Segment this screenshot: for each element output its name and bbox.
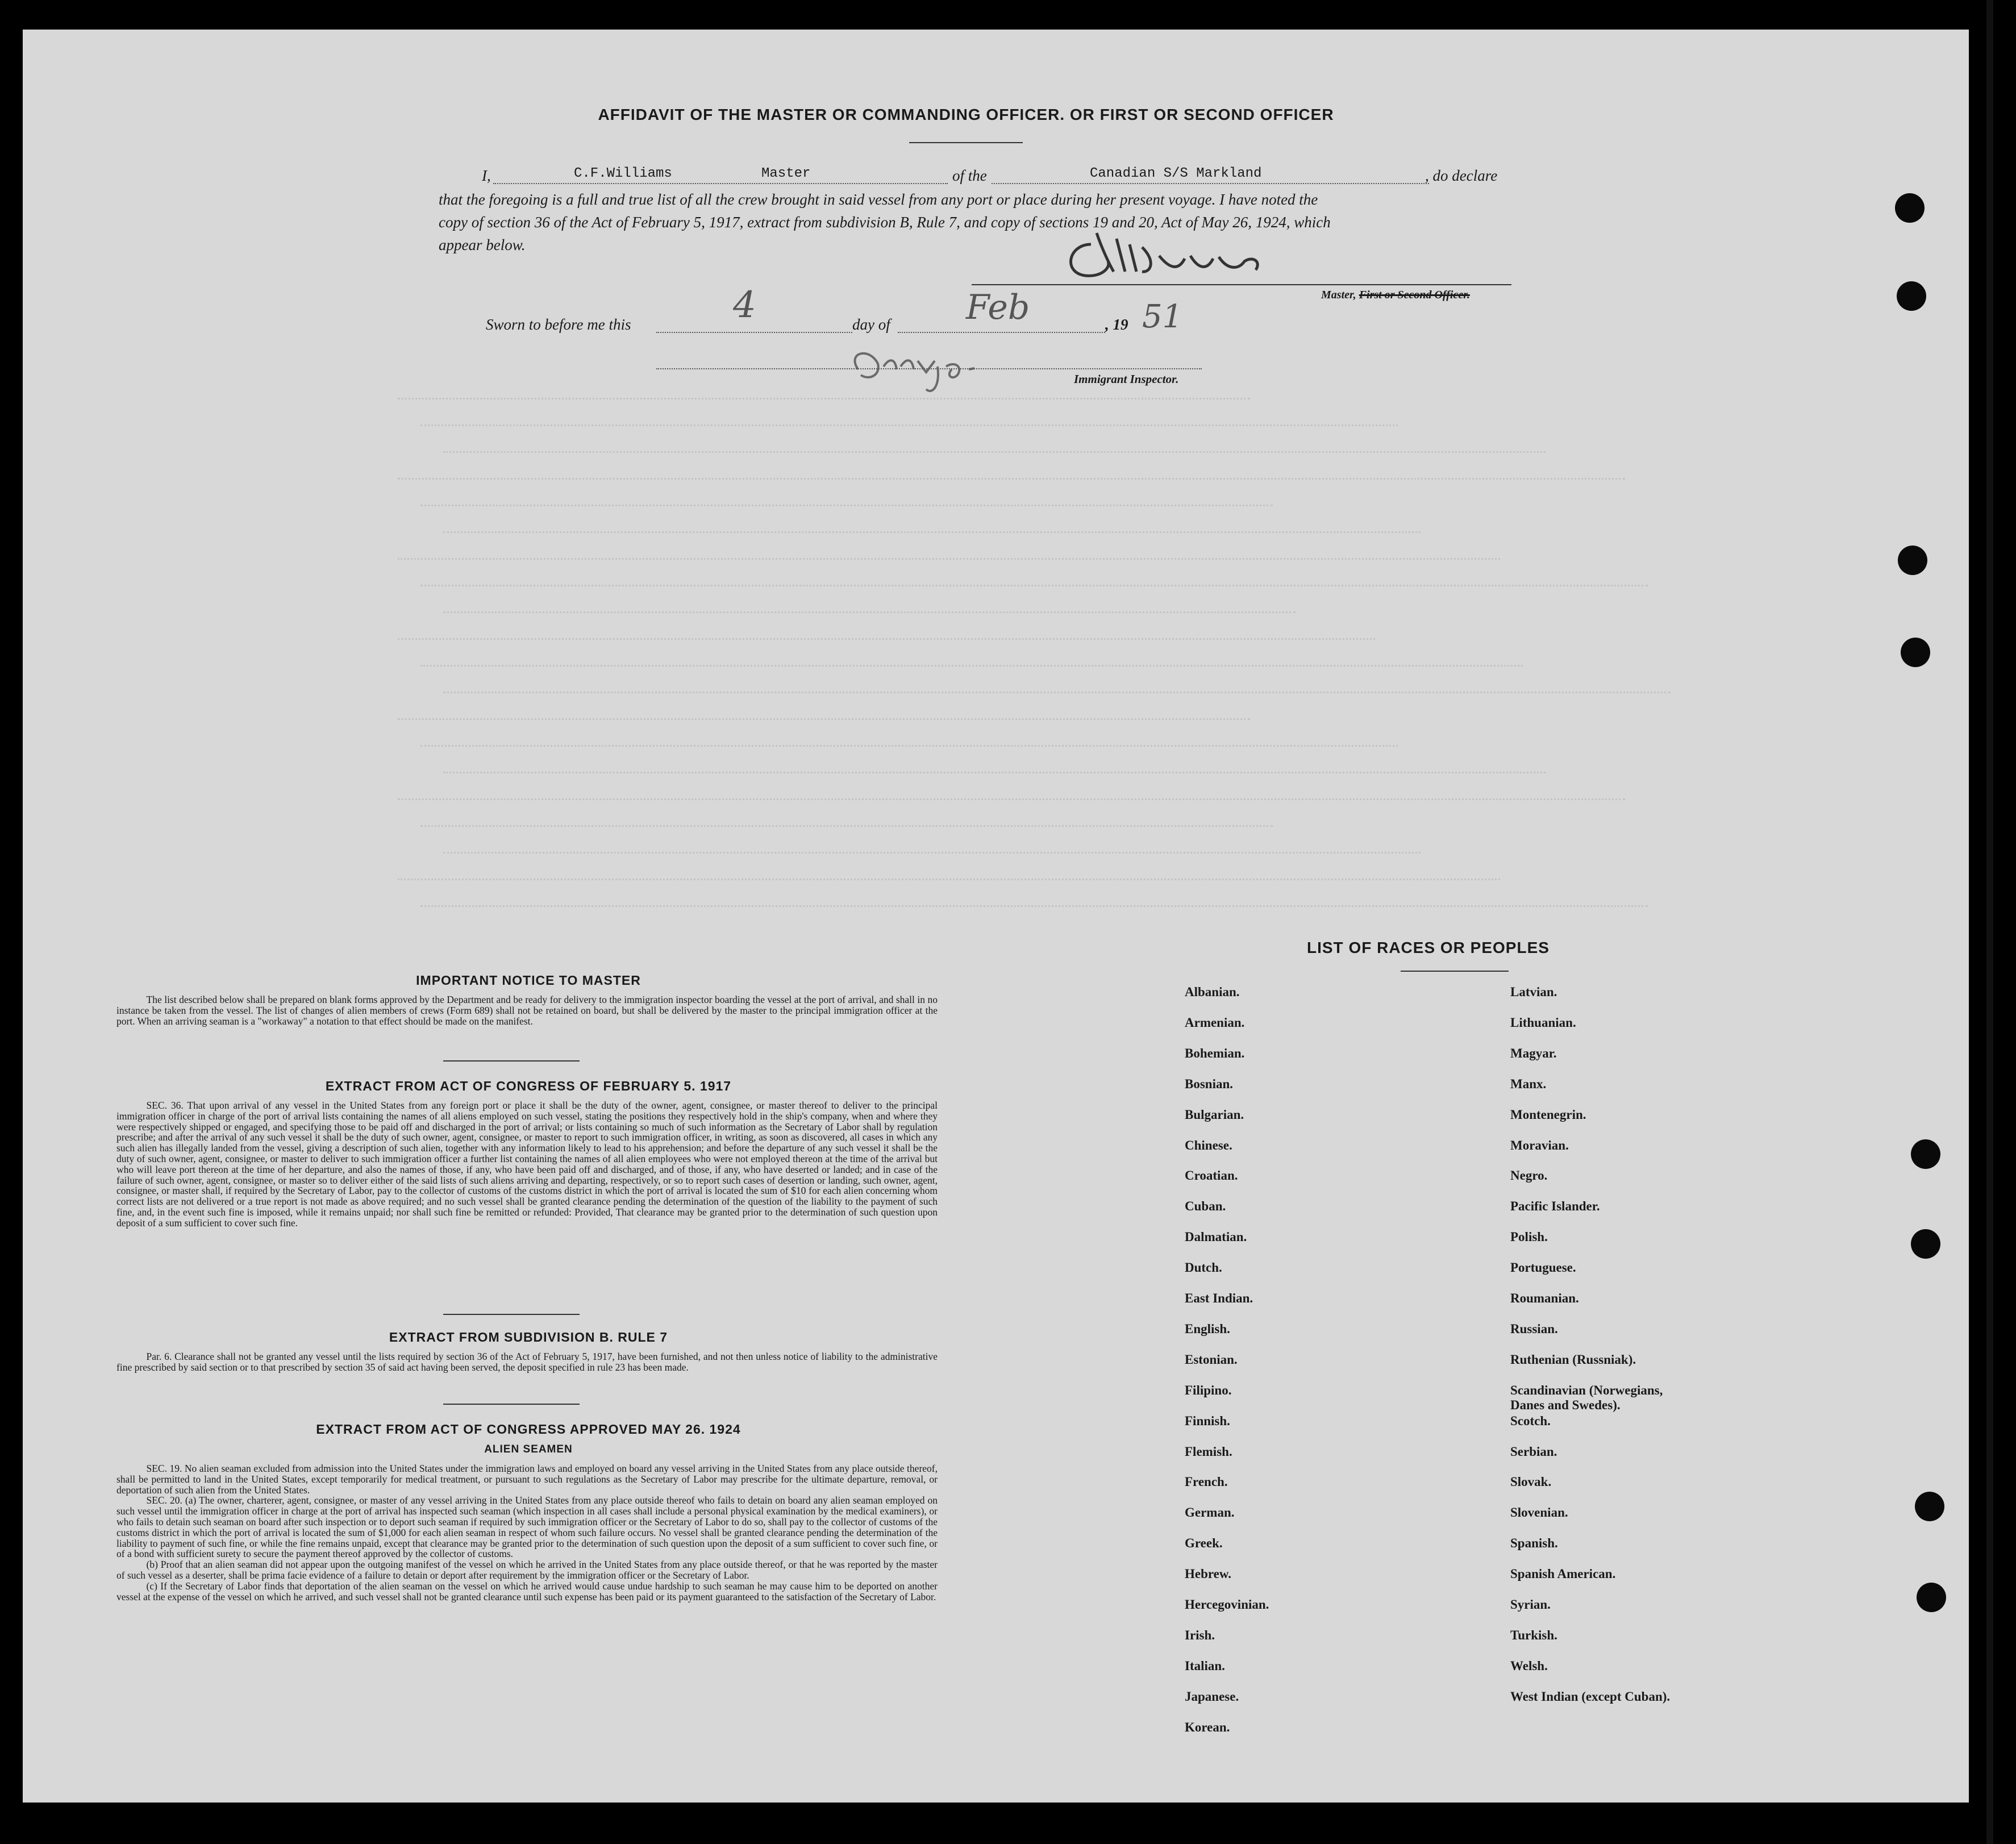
inspector-signature (847, 335, 1028, 398)
extract-1924-body (116, 1463, 938, 1602)
vessel-line (992, 183, 1429, 184)
name-line (493, 183, 948, 184)
races-rule (1401, 971, 1509, 972)
race-item: East Indian. (1185, 1291, 1253, 1305)
punch-hole (1911, 1229, 1940, 1259)
notice-rule (443, 1060, 580, 1062)
vessel-name: Canadian S/S Markland (1090, 166, 1262, 181)
race-item: Slovenian. (1510, 1505, 1568, 1520)
bleed-through-mark (420, 665, 1523, 668)
race-item: Serbian. (1510, 1445, 1557, 1459)
bleed-through-mark (443, 531, 1421, 535)
race-item: Scotch. (1510, 1414, 1551, 1428)
punch-hole (1911, 1139, 1940, 1169)
race-item: French. (1185, 1475, 1228, 1489)
bleed-through-mark (420, 825, 1273, 829)
race-item: Dalmatian. (1185, 1230, 1247, 1244)
race-item: English. (1185, 1322, 1230, 1336)
notice-title: IMPORTANT NOTICE TO MASTER (416, 973, 641, 988)
do-declare-label: , do declare (1425, 167, 1498, 184)
affidavit-text-3: appear below. (439, 236, 526, 253)
officer-rank: Master (761, 166, 811, 181)
sec-20a-text: SEC. 20. (a) The owner, charterer, agent, consignee, or master of any vessel arriving in the United States from any place outside thereof who fails to detain on board any alien seaman employed on such vessel until the immigration officer in charge at the port of arrival has inspected such seaman (which inspection in all cases shall include a personal physical examination by the medical examiners), or who fails to detain such seaman on board after such inspection or to deport such seaman if required by such immigration officer or the Secretary of Labor to do so, shall pay to the collector of customs of the customs district in which the port of arrival is located the sum of $1,000 for each alien seaman in respect of whom such failure occurs. No vessel shall be granted clearance pending the determination of the liability to payment of such fine, or while the fine remains unpaid, except that clearance may be granted prior to the determination of such question upon the deposit of a sum sufficient to cover such fine, or of a bond with sufficient surety to secure the payment thereof approved by the collector of customs. (116, 1495, 938, 1560)
race-item: Syrian. (1510, 1597, 1551, 1612)
punch-hole (1915, 1492, 1944, 1521)
race-item: Moravian. (1510, 1138, 1569, 1152)
month-line (898, 332, 1105, 333)
bleed-through-mark (443, 611, 1296, 615)
race-item: Portuguese. (1510, 1260, 1576, 1275)
race-item: Roumanian. (1510, 1291, 1579, 1305)
race-item: Dutch. (1185, 1260, 1222, 1275)
race-item: Negro. (1510, 1168, 1548, 1183)
bleed-through-mark (420, 505, 1273, 508)
race-item: Turkish. (1510, 1628, 1557, 1642)
inspector-line (656, 368, 1202, 369)
bleed-through-mark (420, 905, 1648, 909)
extract-1917-body: SEC. 36. That upon arrival of any vessel in the United States from any foreign port or place it shall be the duty of the owner, agent, consignee, or master thereof to deliver to the principal immigration officer in charge of the port of arrival lists containing the names of all aliens employed on such vessel, stating the positions they respectively hold in the ship's company, when and where they were respectively shipped or engaged, and specifying those to be paid off and discharged in the port of arrival; or lists containing so much of such information as the Secretary of Labor shall by regulation prescribe; and after the arrival of any such vessel it shall be the duty of such owner, agent, consignee, or master to report to such immigration officer, in writing, as soon as discovered, all cases in which any such alien has illegally landed from the vessel, giving a description of such alien, together with any information likely to lead to his apprehension; and before the departure of any such vessel it shall be the duty of such owner, agent, consignee, or master to deliver to such immigration officer a further list containing the names of all alien employees who were not employed thereon at the time of the arrival but who will leave port thereon at the time of her departure, and also the names of those, if any, who have been paid off and discharged, and of those, if any, who have deserted or landed; and in case of the failure of such owner, agent, consignee, or master so to deliver either of the said lists of such aliens arriving and departing, respectively, or so to report such cases of desertion or landing, such owner, agent, consignee, or master shall, if required by the Secretary of Labor, pay to the collector of customs of the customs district in which the port of arrival is located the sum of $10 for each alien concerning whom correct lists are not delivered or a true report is not made as above required; and no such vessel shall be granted clearance pending the determination of the question of the liability to the payment of such fine, and, in the event such fine is imposed, while it remains unpaid; nor shall such fine be remitted or refunded: Provided, That clearance may be granted prior to the determination of such question upon deposit of a sum sufficient to cover such fine. (116, 1100, 938, 1229)
sec-19-text: SEC. 19. No alien seaman excluded from admission into the United States under the immigration laws and employed on board any vessel arriving in the United States from any place outside thereof, shall be permitted to land in the United States, except temporarily for medical treatment, or pursuant to such regulations as the Secretary of Labor may prescribe for the ultimate departure, removal, or deportation of such alien from the United States. (116, 1463, 938, 1496)
of-the-label: of the (952, 167, 987, 184)
signature-caption (1321, 289, 1470, 302)
race-item: Estonian. (1185, 1352, 1238, 1367)
race-item: Italian. (1185, 1659, 1225, 1673)
punch-hole (1895, 193, 1925, 223)
bleed-through-mark (398, 879, 1500, 882)
bleed-through-mark (398, 718, 1250, 722)
race-item: Danes and Swedes). (1510, 1398, 1621, 1412)
sworn-label: Sworn to before me this (486, 316, 631, 333)
bleed-through-mark (398, 478, 1625, 481)
race-item: Filipino. (1185, 1383, 1232, 1397)
race-item: Hercegovinian. (1185, 1597, 1269, 1612)
punch-hole (1897, 281, 1926, 311)
race-item: Latvian. (1510, 985, 1557, 999)
race-item: Chinese. (1185, 1138, 1232, 1152)
races-title: LIST OF RACES OR PEOPLES (1307, 939, 1550, 956)
race-item: Armenian. (1185, 1015, 1245, 1030)
inspector-caption: Immigrant Inspector. (1074, 372, 1179, 386)
master-caption: Master, (1321, 289, 1356, 301)
race-item: West Indian (except Cuban). (1510, 1689, 1671, 1704)
race-item: Croatian. (1185, 1168, 1238, 1183)
race-item: Korean. (1185, 1720, 1230, 1734)
race-item: Scandinavian (Norwegians, (1510, 1383, 1663, 1397)
race-item: Greek. (1185, 1536, 1223, 1550)
race-item: Spanish American. (1510, 1567, 1616, 1581)
right-edge (1986, 0, 1993, 1844)
subdivision-rule (443, 1404, 580, 1405)
subdivision-body: Par. 6. Clearance shall not be granted any vessel until the lists required by section 36 of the Act of February 5, 1917, have been furnished, and not then unless notice of liability to the administrative fine prescribed by said section or to that prescribed by section 35 of said act having been served, the deposit specified in rule 23 has been made. (116, 1351, 938, 1373)
year-prefix: , 19 (1105, 316, 1128, 333)
bleed-through-mark (398, 638, 1375, 642)
day-line (656, 332, 852, 333)
officer-name: C.F.Williams (574, 166, 672, 181)
punch-hole (1901, 638, 1930, 667)
bleed-through-mark (443, 451, 1546, 455)
extract-1917-title: EXTRACT FROM ACT OF CONGRESS OF FEBRUARY 5. 1917 (325, 1079, 732, 1093)
bleed-through-mark (443, 772, 1546, 775)
affidavit-text-2: copy of section 36 of the Act of February 5, 1917, extract from subdivision B, Rule 7, and copy of sections 19 and 20, Act of May 26, 1924, which (439, 214, 1331, 231)
race-item: Cuban. (1185, 1199, 1226, 1213)
race-item: Lithuanian. (1510, 1015, 1576, 1030)
race-item: Irish. (1185, 1628, 1215, 1642)
sworn-month: Feb (966, 288, 1030, 327)
race-item: Manx. (1510, 1077, 1547, 1091)
bleed-through-mark (443, 692, 1671, 695)
bleed-through-mark (443, 852, 1421, 855)
master-signature (1057, 222, 1318, 284)
race-item: Albanian. (1185, 985, 1240, 999)
sworn-year: 51 (1142, 298, 1183, 335)
race-item: Montenegrin. (1510, 1108, 1586, 1122)
race-item: Slovak. (1510, 1475, 1552, 1489)
bleed-through-mark (420, 424, 1398, 428)
race-item: Ruthenian (Russniak). (1510, 1352, 1636, 1367)
race-item: German. (1185, 1505, 1235, 1520)
race-item: Hebrew. (1185, 1567, 1231, 1581)
race-item: Finnish. (1185, 1414, 1230, 1428)
race-item: Japanese. (1185, 1689, 1239, 1704)
race-item: Welsh. (1510, 1659, 1548, 1673)
notice-body: The list described below shall be prepared on blank forms approved by the Department and be ready for delivery to the immigration inspector boarding the vessel at the port of arrival, and shall in no instance be taken from the vessel. The list of changes of alien members of crews (Form 689) shall not be retained on board, but shall be delivered by the master to the principal immigration officer at the port. When an arriving seaman is a "workaway" a notation to that effect should be made on the manifest. (116, 994, 938, 1027)
bleed-through-mark (398, 798, 1625, 802)
race-item: Spanish. (1510, 1536, 1558, 1550)
race-item: Bulgarian. (1185, 1108, 1244, 1122)
race-item: Magyar. (1510, 1046, 1557, 1060)
race-item: Pacific Islander. (1510, 1199, 1600, 1213)
i-label: I, (482, 167, 491, 184)
bleed-through-mark (398, 558, 1500, 561)
affidavit-text-1: that the foregoing is a full and true list of all the crew brought in said vessel from any port or place during her present voyage. I have noted the (439, 191, 1318, 208)
sec-20b-text: (b) Proof that an alien seaman did not appear upon the outgoing manifest of the vessel on which he arrived in the United States from any place outside thereof, or that he was reported by the master of such vessel as a deserter, shall be prima facie evidence of a failure to detain or deport after requirement by the immigration officer or the Secretary of Labor. (116, 1559, 938, 1581)
alien-seamen-subtitle: ALIEN SEAMEN (484, 1443, 573, 1455)
race-item: Bohemian. (1185, 1046, 1245, 1060)
race-item: Polish. (1510, 1230, 1548, 1244)
punch-hole (1898, 546, 1927, 575)
affidavit-title: AFFIDAVIT OF THE MASTER OR COMMANDING OFFICER. OR FIRST OR SECOND OFFICER (598, 106, 1334, 123)
punch-hole (1917, 1583, 1946, 1612)
race-item: Flemish. (1185, 1445, 1232, 1459)
bleed-through-mark (398, 398, 1250, 401)
extract-1924-title: EXTRACT FROM ACT OF CONGRESS APPROVED MAY 26. 1924 (316, 1422, 741, 1437)
subdivision-title: EXTRACT FROM SUBDIVISION B. RULE 7 (389, 1330, 668, 1345)
signature-line (972, 284, 1511, 285)
bleed-through-mark (420, 745, 1398, 748)
day-of-label: day of (852, 316, 890, 333)
bleed-through-mark (420, 585, 1648, 588)
race-item: Bosnian. (1185, 1077, 1234, 1091)
title-rule (909, 142, 1023, 143)
struck-officer-caption: First or Second Officer. (1359, 289, 1470, 301)
sec-20c-text: (c) If the Secretary of Labor finds that deportation of the alien seaman on the vessel on which he arrived would cause undue hardship to such seaman he may cause him to be deported on another vessel at the expense of the vessel on which he arrived, and such vessel shall not be granted clearance until such expense has been paid or its payment guaranteed to the satisfaction of the Secretary of Labor. (116, 1580, 938, 1602)
race-item: Russian. (1510, 1322, 1558, 1336)
sworn-day: 4 (733, 284, 756, 326)
extract-1917-rule (443, 1314, 580, 1315)
